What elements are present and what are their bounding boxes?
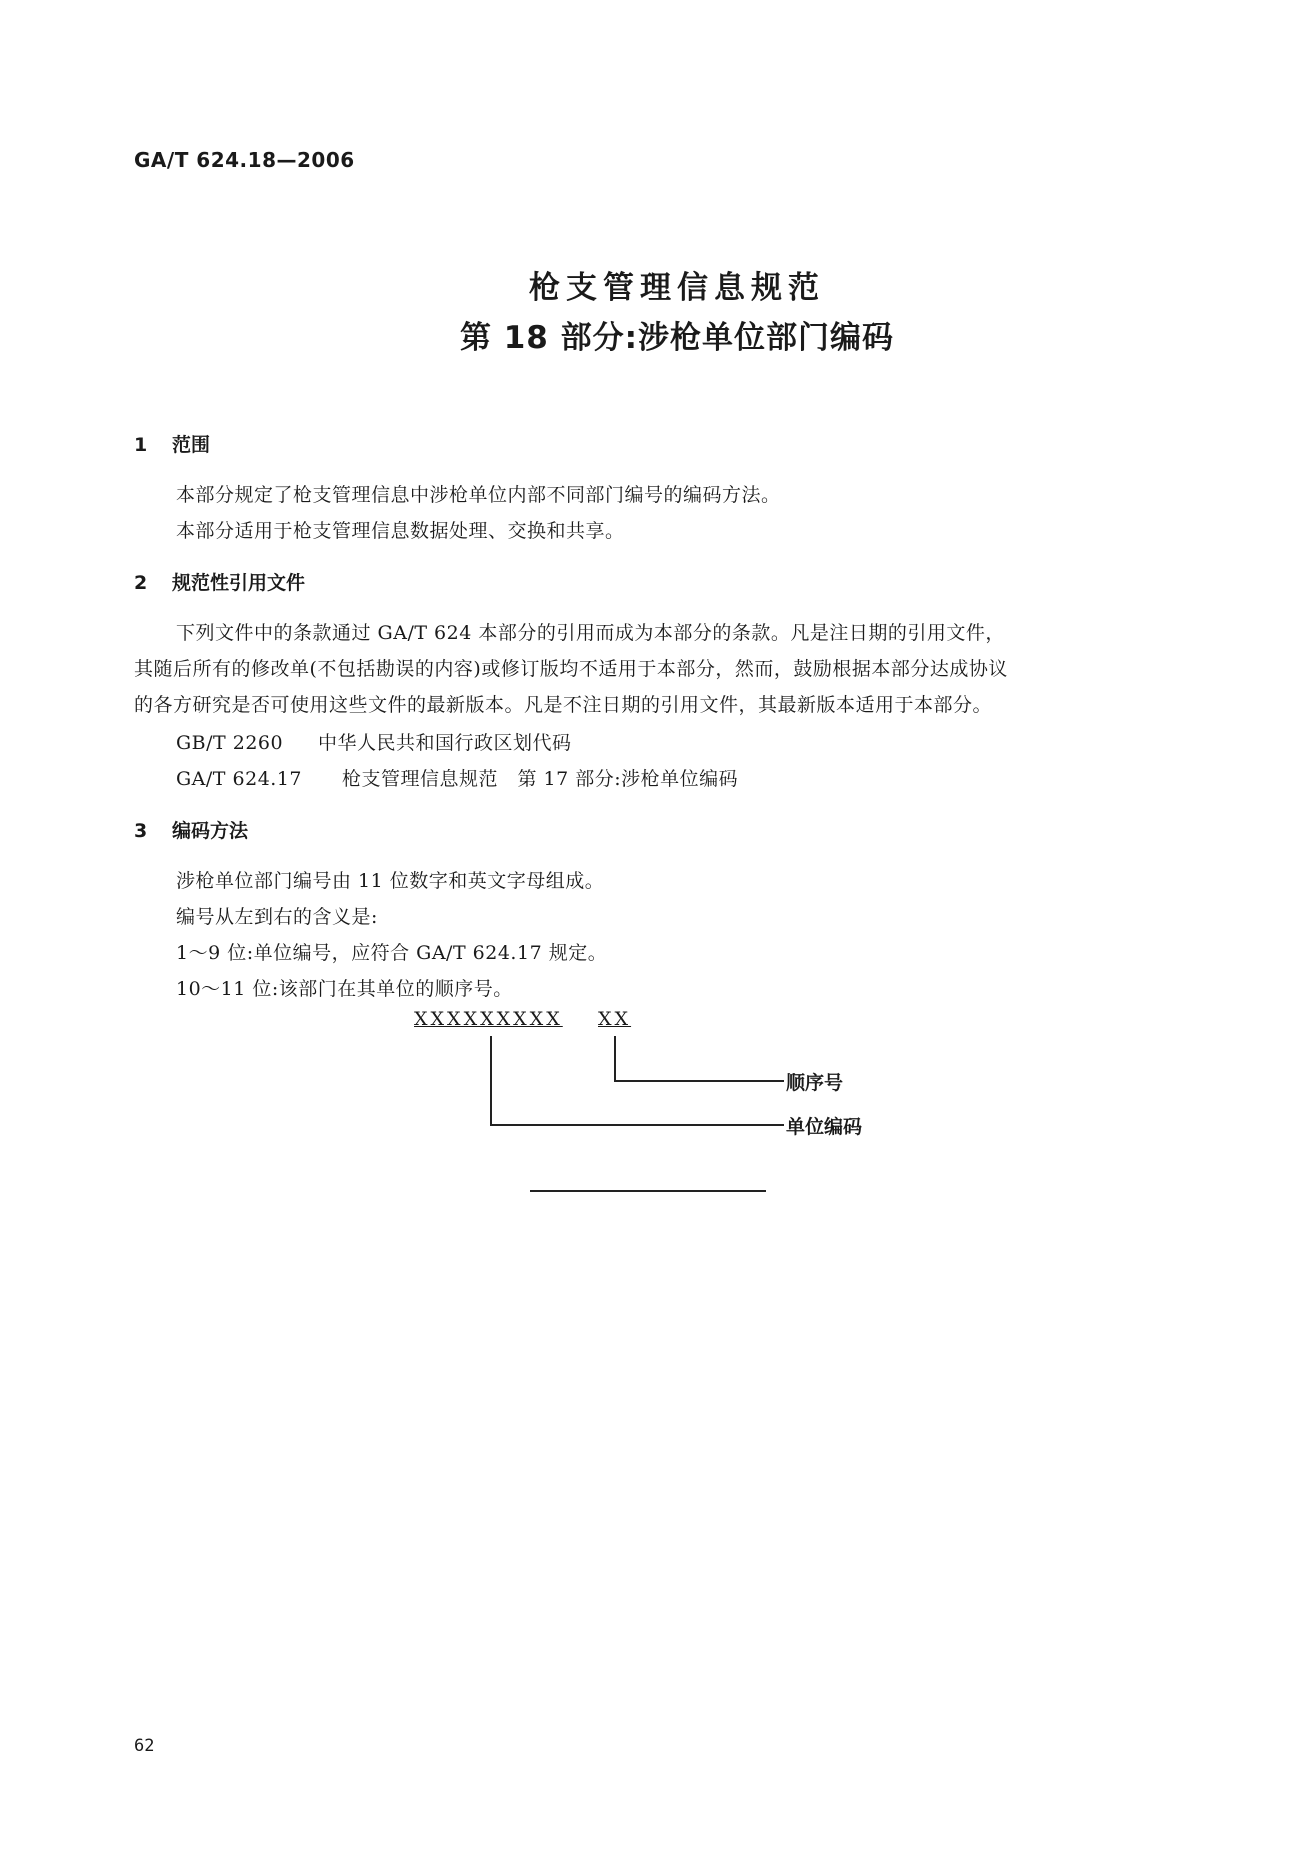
standard-code: GA/T 624.18—2006 (134, 148, 355, 172)
unit-code-label: 单位编码 (786, 1116, 863, 1138)
reference-title: 中华人民共和国行政区划代码 (318, 732, 572, 754)
document-subtitle: 第 18 部分:涉枪单位部门编码 (459, 320, 895, 356)
reference-code: GB/T 2260 (176, 732, 284, 754)
section-2-paragraph-line-1: 下列文件中的条款通过 GA/T 624 本部分的引用而成为本部分的条款。凡是注日期的引用文件， (176, 622, 1005, 644)
sequence-label: 顺序号 (786, 1072, 844, 1094)
end-divider (530, 1190, 766, 1192)
section-3-paragraph-1: 涉枪单位部门编号由 11 位数字和英文字母组成。 (176, 870, 605, 892)
section-title: 编码方法 (172, 820, 249, 842)
section-2-paragraph-line-3: 的各方研究是否可使用这些文件的最新版本。凡是不注日期的引用文件，其最新版本适用于本部分。 (134, 694, 993, 716)
section-3-heading (134, 816, 248, 843)
sequence-connector-vertical (614, 1036, 616, 1082)
reference-title: 枪支管理信息规范 第 17 部分:涉枪单位编码 (342, 768, 739, 790)
sequence-placeholder: XX (598, 1008, 632, 1030)
section-number: 2 (134, 572, 148, 594)
sequence-connector-horizontal (614, 1080, 784, 1082)
section-number: 3 (134, 820, 148, 842)
section-number: 1 (134, 434, 148, 456)
reference-item (176, 728, 572, 755)
reference-code: GA/T 624.17 (176, 768, 302, 790)
unit-code-connector-vertical (490, 1036, 492, 1126)
section-1-paragraph-2: 本部分适用于枪支管理信息数据处理、交换和共享。 (176, 520, 625, 542)
page-number: 62 (134, 1736, 155, 1756)
section-1-paragraph-1: 本部分规定了枪支管理信息中涉枪单位内部不同部门编号的编码方法。 (176, 484, 781, 506)
unit-code-connector-horizontal (490, 1124, 784, 1126)
document-title: 枪支管理信息规范 (529, 270, 825, 306)
reference-item (176, 764, 738, 791)
section-title: 规范性引用文件 (172, 572, 306, 594)
section-3-paragraph-4: 10～11 位:该部门在其单位的顺序号。 (176, 978, 513, 1000)
section-2-paragraph-line-2: 其随后所有的修改单(不包括勘误的内容)或修订版均不适用于本部分，然而，鼓励根据本部分达成协议 (134, 658, 1008, 680)
unit-code-placeholder: XXXXXXXXX (414, 1008, 563, 1030)
section-3-paragraph-2: 编号从左到右的含义是: (176, 906, 378, 928)
section-3-paragraph-3: 1～9 位:单位编号，应符合 GA/T 624.17 规定。 (176, 942, 608, 964)
section-1-heading (134, 430, 210, 457)
section-2-heading (134, 568, 305, 595)
section-title: 范围 (172, 434, 211, 456)
